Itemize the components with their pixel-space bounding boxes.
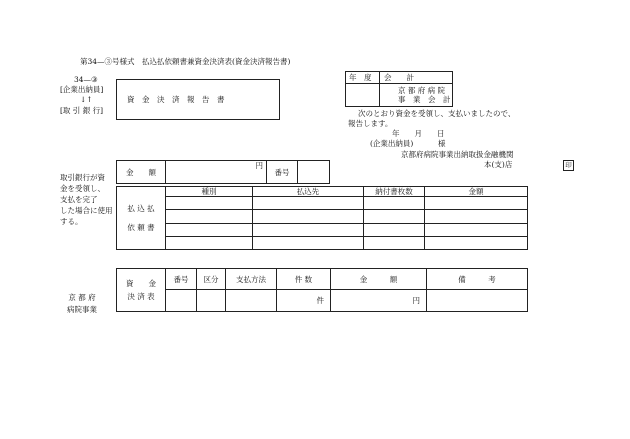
number-label: 番号 <box>267 161 298 184</box>
date-line: 年 月 日 <box>392 129 445 138</box>
report-title-box <box>116 79 280 120</box>
routing-arrow: ↓↑ <box>80 95 93 104</box>
amount-label: 金 額 <box>117 161 166 184</box>
addressee-prefix: (企業出納員) <box>370 139 414 148</box>
amount-table <box>116 160 330 184</box>
col-count: 件 数 <box>277 269 331 290</box>
request-row <box>117 210 528 223</box>
bank-note: 取引銀行が資 金を受領し、 支払を完了 した場合に使用 する。 <box>60 173 113 226</box>
bank-name: 京都府病院事業出納取扱金融機関 <box>401 150 514 159</box>
settlement-method-field[interactable] <box>226 290 277 312</box>
notice-line-1: 次のとおり資金を受領し、支払いましたので、 <box>358 109 516 118</box>
settlement-table <box>116 268 528 312</box>
seal-mark: 印 <box>563 160 574 171</box>
report-title: 資 金 決 済 報 告 書 <box>127 95 225 104</box>
col-type: 種別 <box>166 187 253 197</box>
request-row <box>117 223 528 236</box>
settlement-amount-field[interactable] <box>331 290 427 312</box>
col-remarks: 備 考 <box>427 269 528 290</box>
routing-from: [企業出納員] <box>60 85 104 94</box>
col-settlement-amount: 金 額 <box>331 269 427 290</box>
settlement-remarks-field[interactable] <box>427 290 528 312</box>
col-number: 番号 <box>166 269 197 290</box>
account-label: 会 計 <box>380 72 453 84</box>
count-unit: 件 <box>316 296 324 305</box>
col-category: 区分 <box>197 269 226 290</box>
request-row <box>117 197 528 210</box>
form-title: 第34—③号様式 払込払依頼書兼資金決済表(資金決済報告書) <box>80 57 291 66</box>
request-side-label-2: 依 頼 書 <box>127 223 155 232</box>
dept-label: 京 都 府 病院事業 <box>67 293 97 314</box>
amount-field[interactable] <box>166 161 267 184</box>
request-side-label-1: 払 込 払 <box>127 204 155 213</box>
col-slip-count: 納付書枚数 <box>364 187 425 197</box>
branch-label: 本(支)店 <box>484 160 513 169</box>
request-row <box>117 236 528 249</box>
settlement-count-field[interactable] <box>277 290 331 312</box>
col-payment-method: 支払方法 <box>226 269 277 290</box>
settlement-side-label-2: 決 済 表 <box>127 292 155 301</box>
addressee-suffix: 様 <box>438 139 446 148</box>
fiscal-year-label: 年 度 <box>346 72 380 84</box>
routing-to: [取 引 銀 行] <box>60 106 104 115</box>
number-field[interactable] <box>298 161 330 184</box>
fiscal-account-box <box>345 71 453 107</box>
form-code: 34—③ <box>74 75 98 84</box>
settlement-category-field[interactable] <box>197 290 226 312</box>
settlement-number-field[interactable] <box>166 290 197 312</box>
amount-unit: 円 <box>412 296 420 305</box>
yen-unit: 円 <box>255 161 263 170</box>
col-payee: 払込先 <box>253 187 364 197</box>
org-line-1: 京 都 府 病 院 <box>398 86 446 95</box>
org-line-2: 事 業 会 計 <box>398 95 451 104</box>
col-amount: 金額 <box>425 187 528 197</box>
payment-request-table <box>116 186 528 250</box>
settlement-side-label-1: 資 金 <box>126 279 156 288</box>
notice-line-2: 報告します。 <box>348 119 393 128</box>
